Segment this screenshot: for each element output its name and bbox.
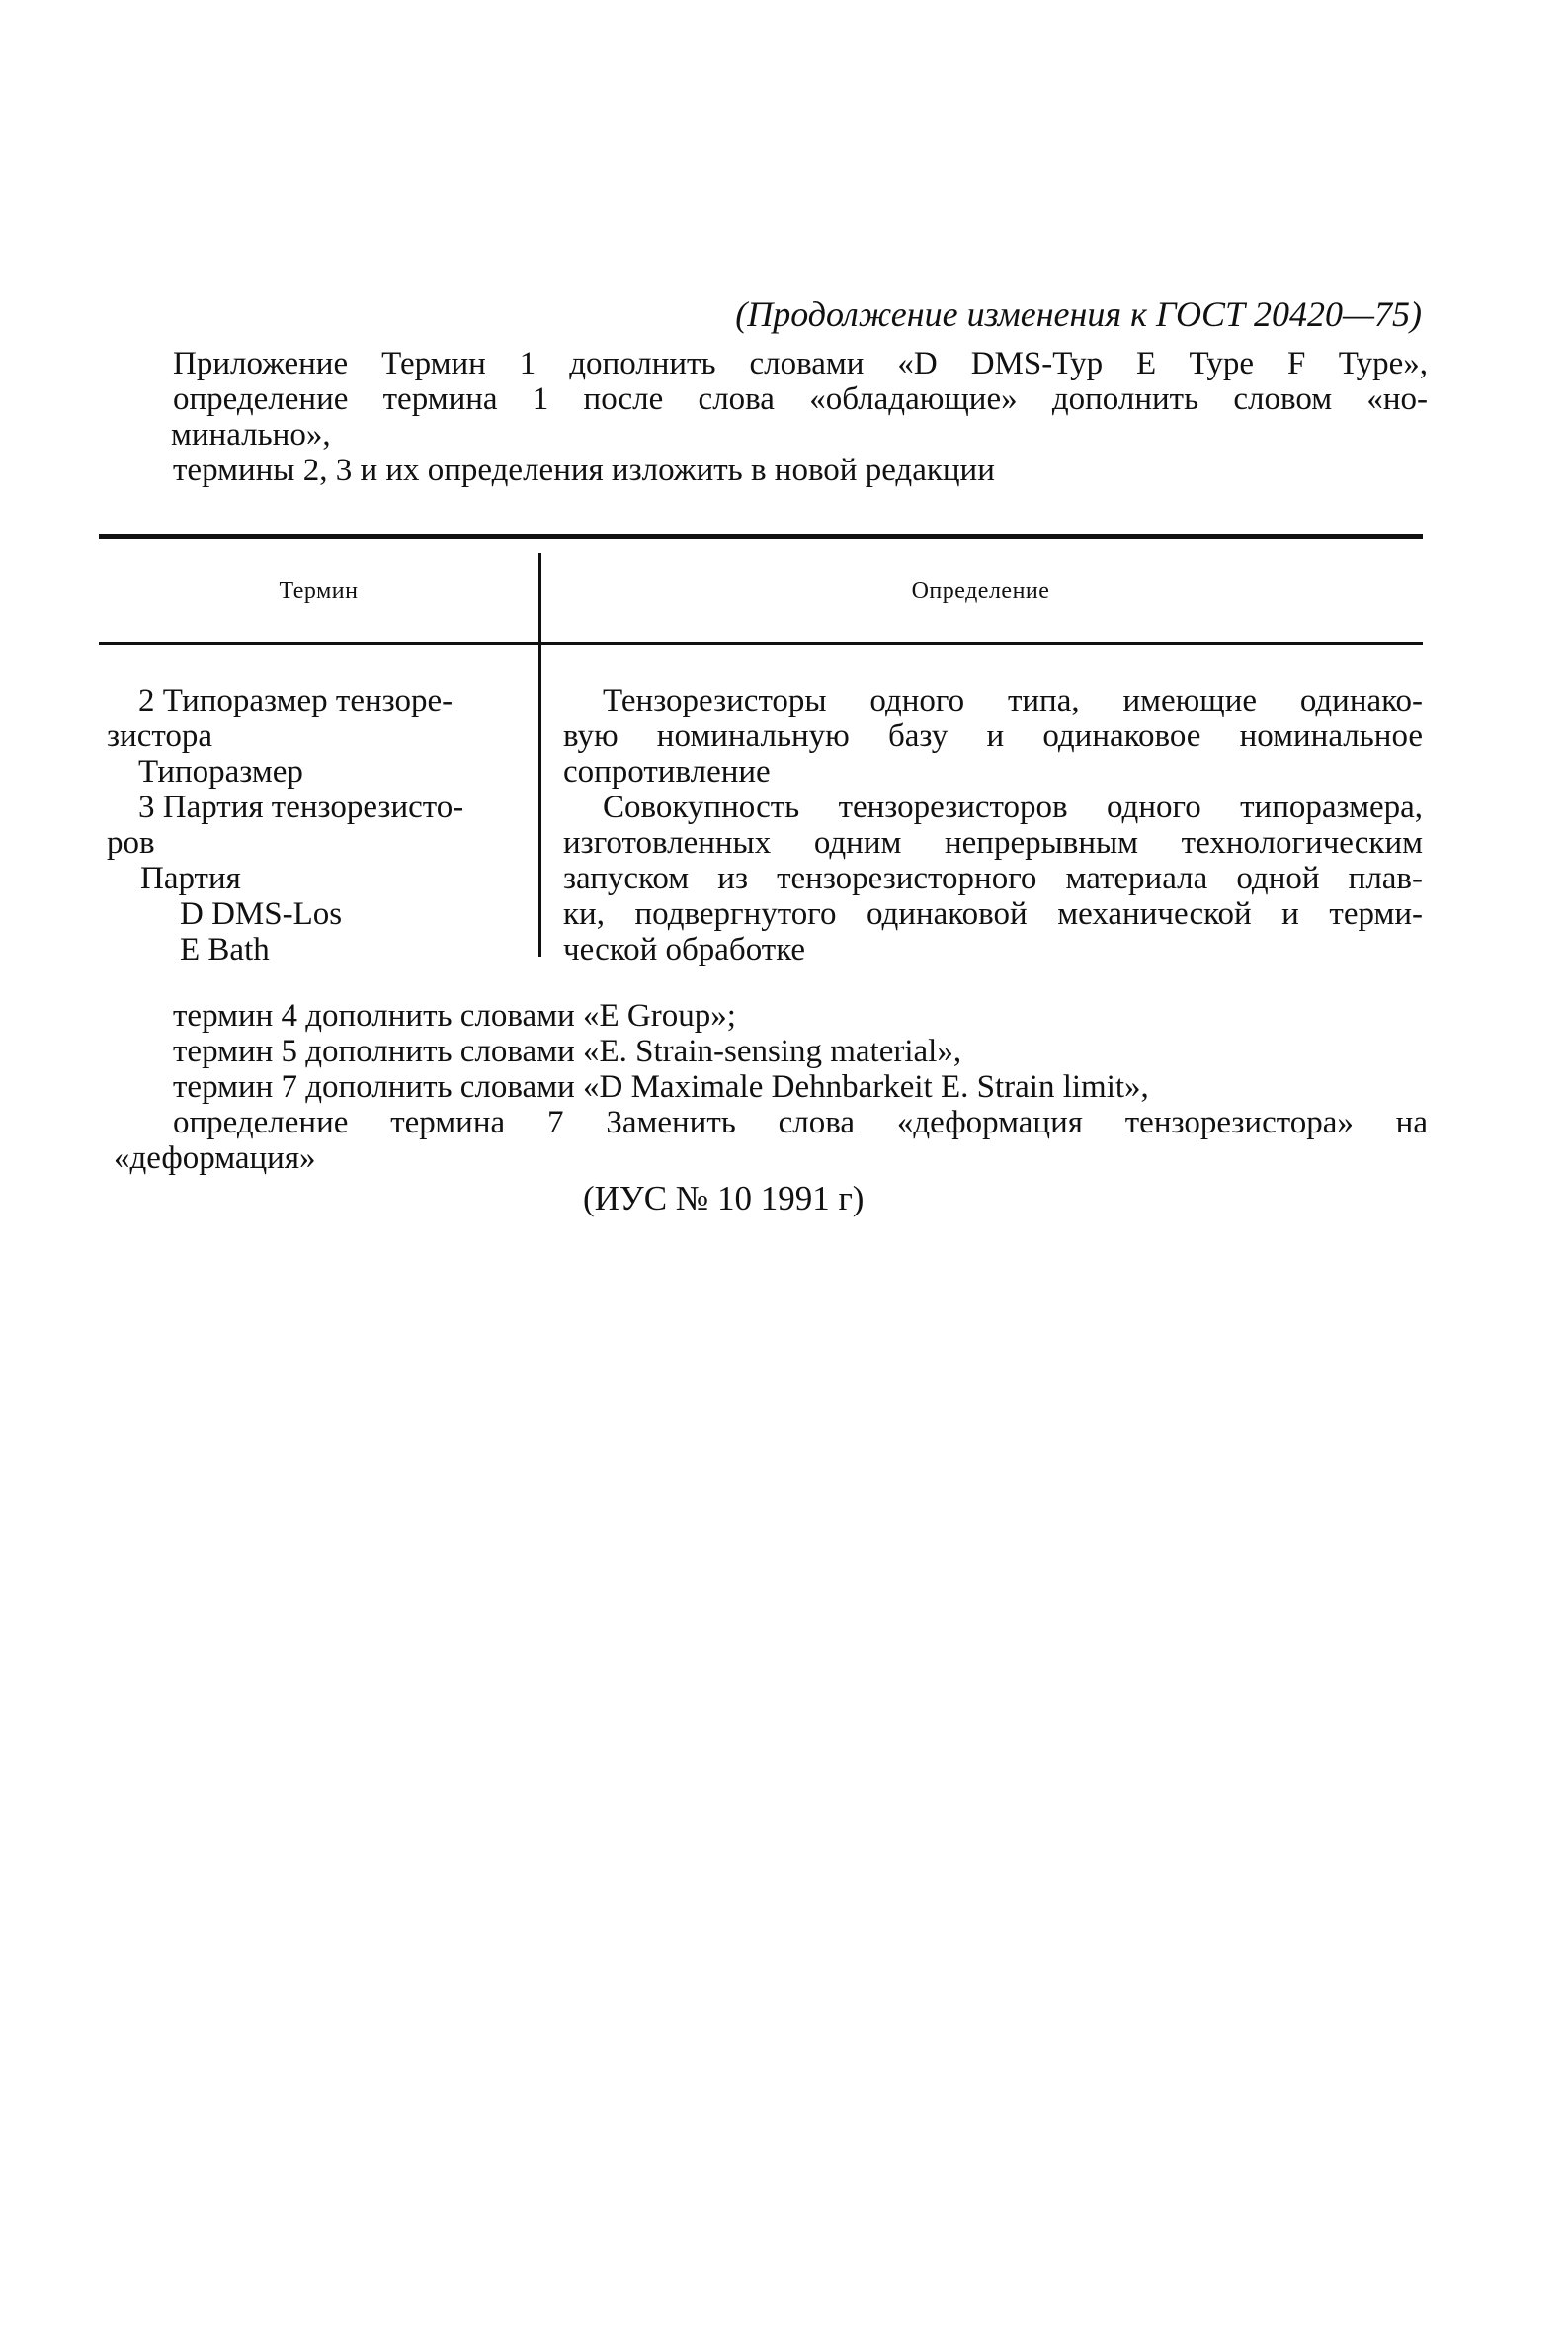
amendments-text [114,998,1428,1176]
term-line: ров [107,825,155,861]
table-body [99,645,1423,967]
body-divider [538,645,541,957]
term-column [99,683,538,967]
definition-line: Тензорезисторы одного типа, имеющие одинако- [603,683,1423,718]
intro-line: Приложение Термин 1 дополнить словами «D DMS-Typ E Type F Type», [173,346,1428,381]
intro-line: термины 2, 3 и их определения изложить в новой редакции [173,453,995,488]
amendment-line: определение термина 7 Заменить слова «деформация тензорезистора» на [173,1105,1428,1140]
definition-line: изготовленных одним непрерывным технологическим [563,825,1423,861]
table-header [99,539,1423,645]
term-line: 2 Типоразмер тензоре- [138,683,454,718]
term-line: 3 Партия тензорезисто- [138,790,464,825]
intro-text [173,346,1428,488]
header-definition: Определение [911,577,1050,604]
definition-line: Совокупность тензорезисторов одного типоразмера, [603,790,1423,825]
definition-line: вую номинальную базу и одинаковое номинальное [563,718,1423,754]
definition-line: сопротивление [563,754,771,790]
header-term: Термин [279,577,359,604]
amendment-line: термин 5 дополнить словами «E. Strain-sensing material», [173,1034,962,1069]
definition-column [538,683,1423,967]
header-divider [538,553,541,642]
definition-line: запуском из тензорезисторного материала одной плав- [563,861,1423,896]
intro-line: определение термина 1 после слова «обладающие» дополнить словом «но- [173,381,1428,417]
amendment-line: термин 7 дополнить словами «D Maximale Dehnbarkeit E. Strain limit», [173,1069,1149,1105]
source-reference: (ИУС № 10 1991 г) [583,1179,865,1217]
continuation-header: (Продолжение изменения к ГОСТ 20420—75) [735,294,1422,334]
term-line: D DMS-Los [180,896,343,932]
term-line: E Bath [180,932,270,967]
terms-table [99,534,1423,967]
definition-line: ческой обработке [563,932,806,967]
term-line: Типоразмер [138,754,303,790]
definition-line: ки, подвергнутого одинаковой механической и терми- [563,896,1423,932]
term-line: зистора [107,718,212,754]
amendment-line: «деформация» [114,1140,316,1176]
term-line: Партия [140,861,241,896]
amendment-line: термин 4 дополнить словами «E Group»; [173,998,736,1034]
intro-line: минально», [171,417,331,453]
